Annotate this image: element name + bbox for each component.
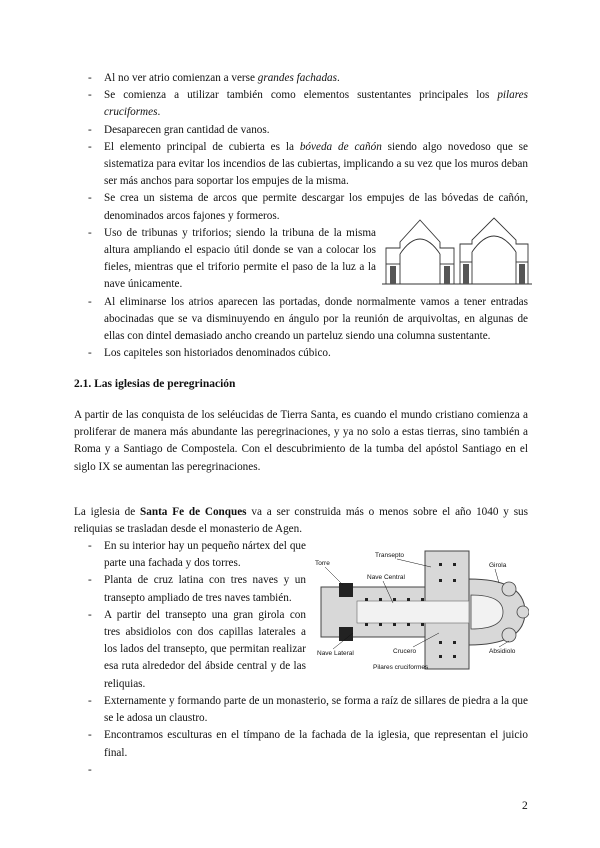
list-item: - Uso de tribunas y triforios; siendo la tribuna de la misma altura ampliando el espacio útil donde se van a colocar los fieles, mientras que el triforio permite el paso de la luz a la nave únicamente. (74, 225, 376, 294)
list-item: - Al eliminarse los atrios aparecen las portadas, donde normalmente vamos a tener entradas abocinadas que se va disminuyendo en ángulo por la reunión de arquivoltas, en algunas de ellas con dintel demasiado ancho creando un parteluz siendo una columna sustentante. (74, 294, 528, 346)
list-item: - Se comienza a utilizar también como elementos sustentantes principales los pilares cruciformes. (74, 87, 528, 121)
list-item: - Al no ver atrio comienzan a verse grandes fachadas. (74, 70, 528, 87)
plan-label-pilares: Pilares cruciformes (373, 664, 429, 671)
list-item: - Planta de cruz latina con tres naves y un transepto ampliado de tres naves también. (74, 572, 306, 606)
plan-label-crucero: Crucero (393, 648, 417, 655)
floor-plan-figure (313, 543, 529, 675)
list-item: - Desaparecen gran cantidad de vanos. (74, 122, 528, 139)
list-item: - A partir del transepto una gran girola con tres absidiolos con dos capillas laterales a los lados del transepto, que permitan realizar esa ruta alrededor del ábside central y de las reliquias. (74, 607, 306, 693)
list-item: - Los capiteles son historiados denominados cúbico. (74, 345, 528, 362)
conques-paragraph: La iglesia de Santa Fe de Conques va a ser construida más o menos sobre el año 1040 y sus reliquias se trasladan desde el monasterio de Agen. (74, 506, 528, 536)
list-item: - El elemento principal de cubierta es la bóveda de cañón siendo algo novedoso que se sistematiza para evitar los incendios de las cubiertas, implicando a su vez que los muros deban ser más anchos para soportar los empujes de la misma. (74, 139, 528, 191)
list-item: - En su interior hay un pequeño nártex del que parte una fachada y dos torres. (74, 538, 306, 572)
section-drawings-figure (382, 214, 532, 290)
plan-label-nave-lateral: Nave Lateral (317, 650, 354, 657)
section-heading: 2.1. Las iglesias de peregrinación (74, 378, 236, 390)
conques-list-wide (74, 693, 528, 779)
plan-label-girola: Girola (489, 562, 507, 569)
list-item: - Encontramos esculturas en el tímpano de la fachada de la iglesia, que representan el juicio final. (74, 727, 528, 761)
plan-label-transepto: Transepto (375, 552, 405, 559)
list-item: - Se crea un sistema de arcos que permite descargar los empujes de las bóvedas de cañón, denominados arcos fajones y formeros. (74, 190, 528, 224)
list-item (74, 762, 528, 779)
list-item: - Externamente y formando parte de un monasterio, se forma a raíz de sillares de piedra a la que se le adosa un claustro. (74, 693, 528, 727)
intro-paragraph: A partir de las conquista de los seléucidas de Tierra Santa, es cuando el mundo cristiano comienza a proliferar de manera más abundante las peregrinaciones, y ya no solo a estas tierras, sino también a Roma y a Santiago de Compostela. Con el descubrimiento de la tumba del apóstol Santiago en el siglo IX se aumentan las peregrinaciones. (74, 409, 528, 473)
plan-label-torre: Torre (315, 560, 330, 567)
plan-label-absidiolo: Absidiolo (489, 648, 516, 655)
plan-label-nave-central: Nave Central (367, 574, 405, 581)
conques-list-narrow (74, 538, 306, 693)
page-number: 2 (522, 800, 528, 812)
